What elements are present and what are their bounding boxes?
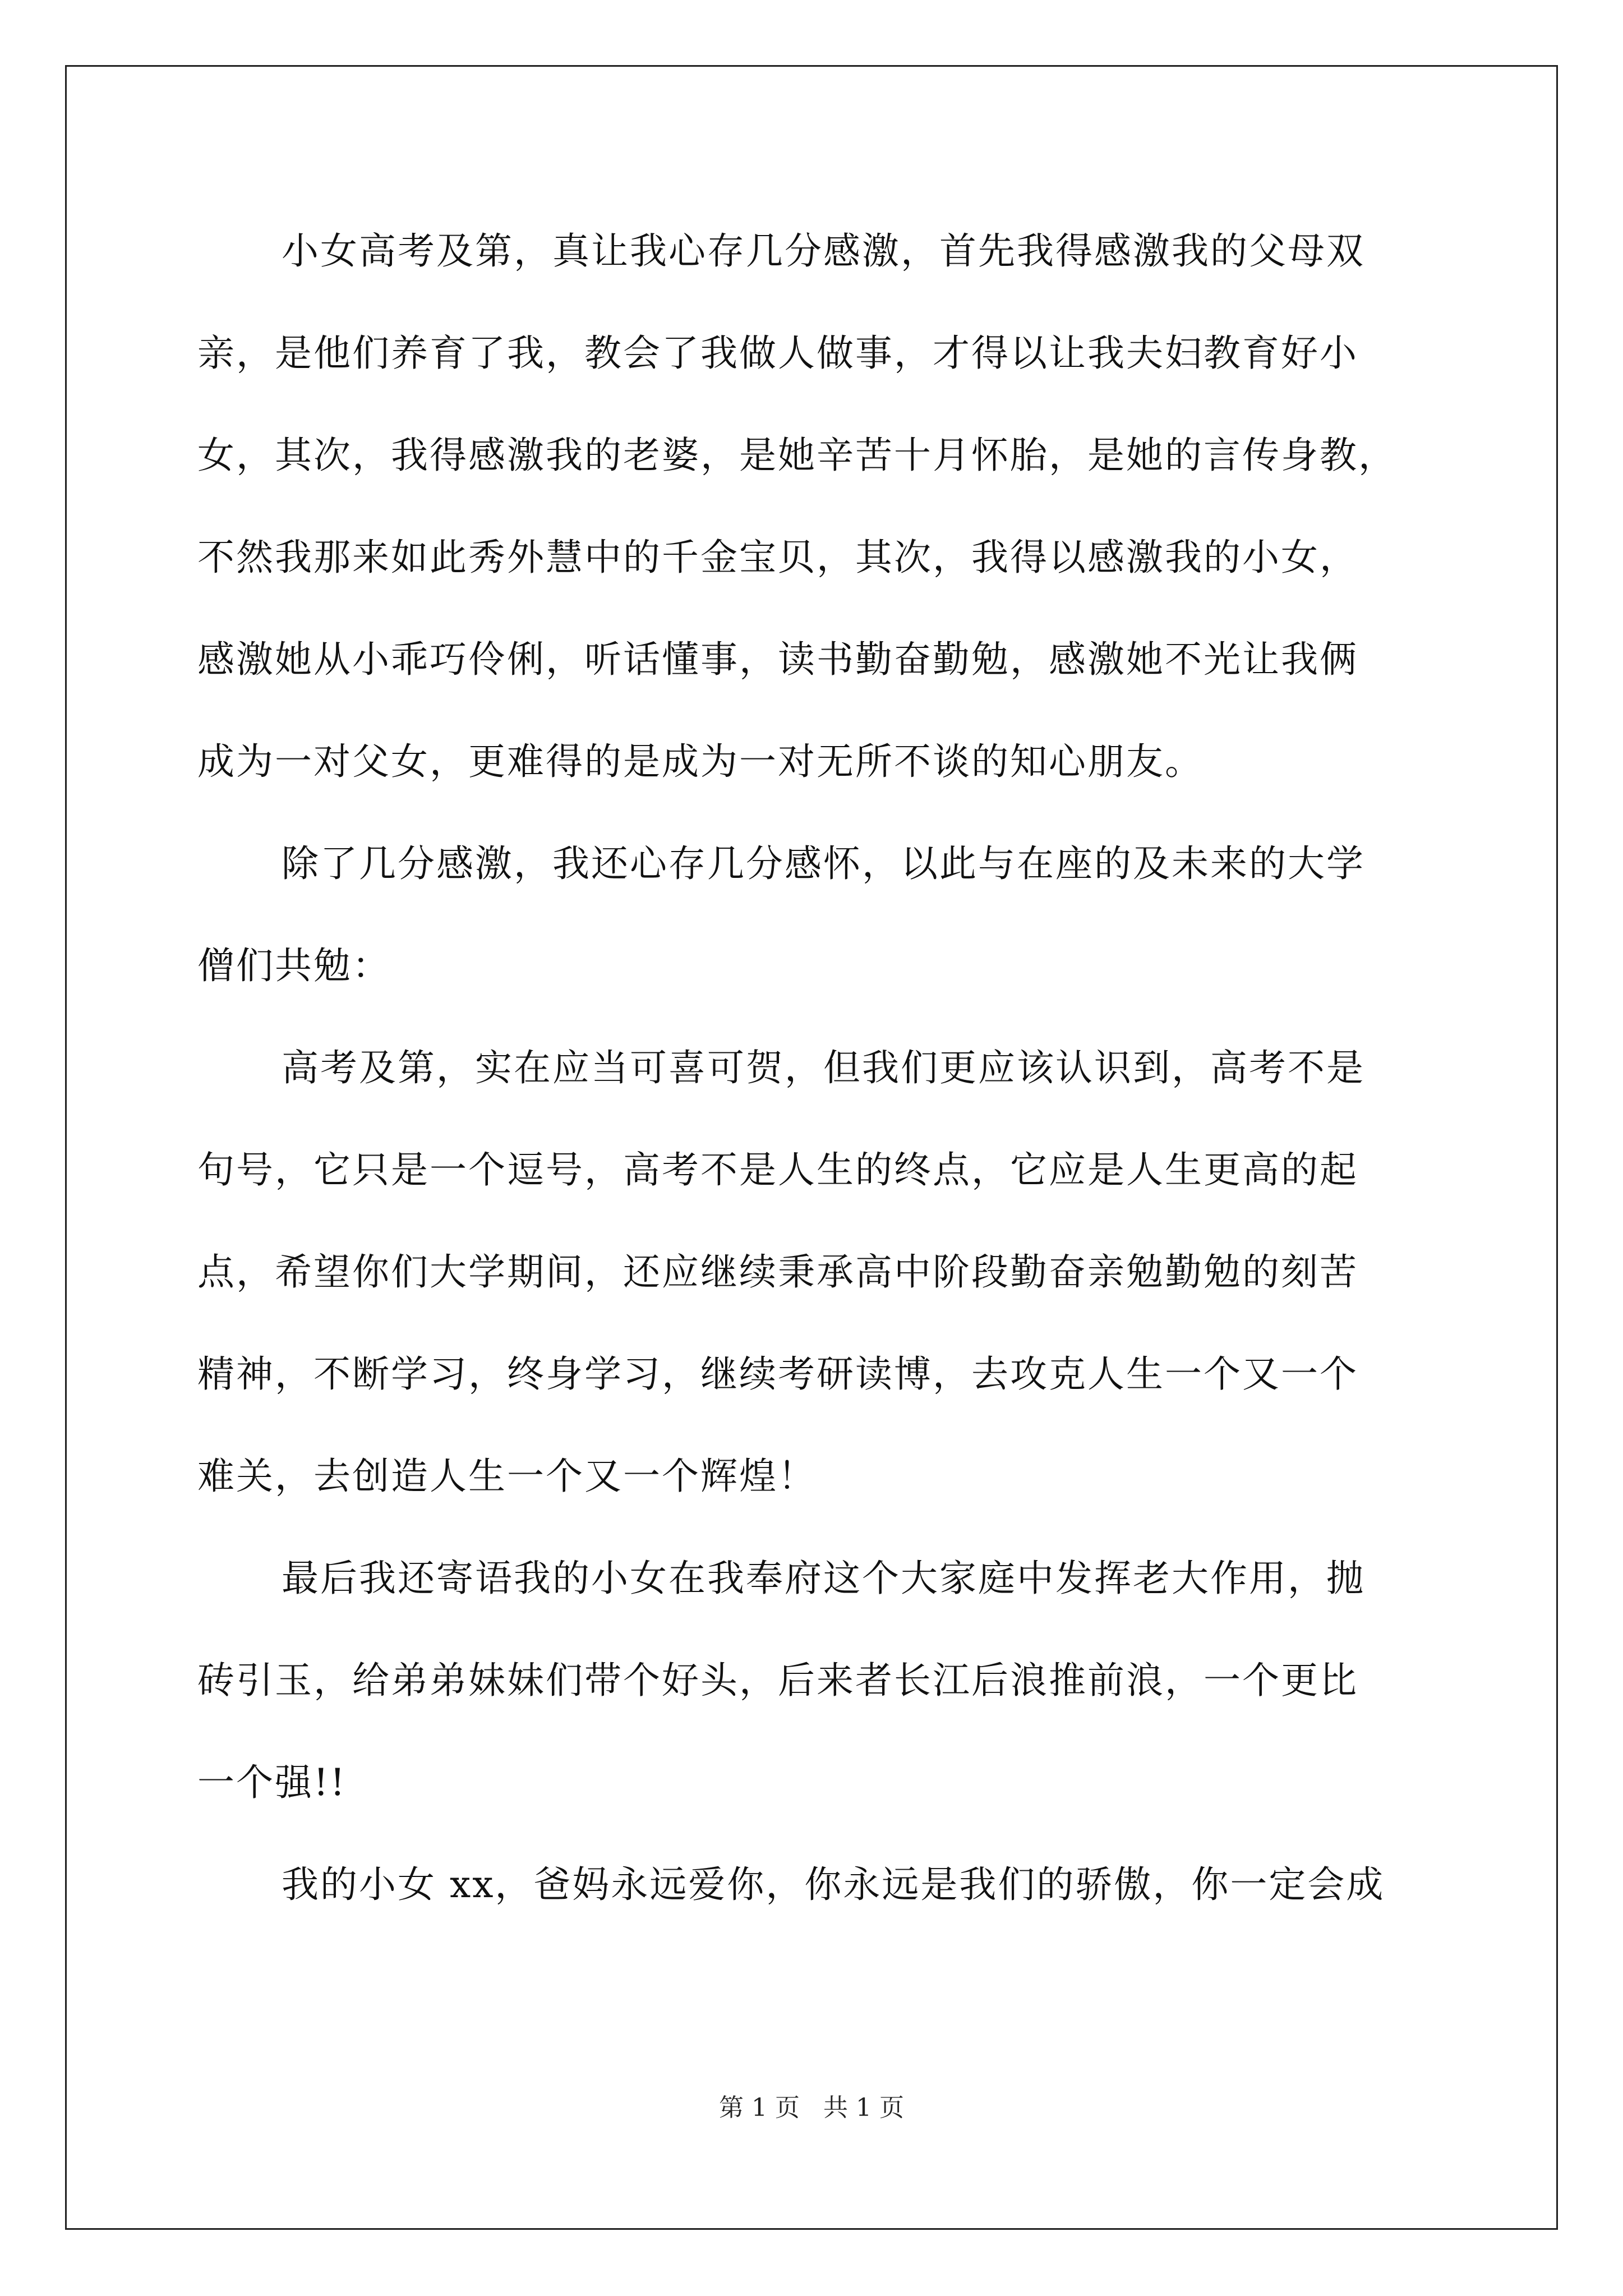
paragraph-2-line-2: 僧们共勉： xyxy=(197,944,391,987)
paragraph-1-line-6: 成为一对父女，更难得的是成为一对无所不谈的知心朋友。 xyxy=(197,740,1204,783)
page-footer xyxy=(0,2092,1623,2124)
paragraph-3-line-4: 精神，不断学习，终身学习，继续考研读博，去攻克人生一个又一个 xyxy=(197,1352,1358,1396)
paragraph-3-line-3: 点，希望你们大学期间，还应继续秉承高中阶段勤奋亲勉勤勉的刻苦 xyxy=(197,1250,1358,1294)
page-total: 共 1 页 xyxy=(823,2093,904,2122)
paragraph-3-line-5: 难关，去创造人生一个又一个辉煌！ xyxy=(197,1455,817,1498)
paragraph-2-line-1: 除了几分感激，我还心存几分感怀，以此与在座的及未来的大学 xyxy=(282,842,1365,885)
paragraph-1-line-1: 小女高考及第，真让我心存几分感激，首先我得感激我的父母双 xyxy=(282,229,1365,273)
page-number: 第 1 页 xyxy=(719,2093,800,2122)
paragraph-5-line-1: 我的小女 xx，爸妈永远爱你，你永远是我们的骄傲，你一定会成 xyxy=(282,1863,1385,1906)
paragraph-3-line-1: 高考及第，实在应当可喜可贺，但我们更应该认识到，高考不是 xyxy=(282,1046,1365,1089)
paragraph-1-line-5: 感激她从小乖巧伶俐，听话懂事，读书勤奋勤勉，感激她不光让我俩 xyxy=(197,638,1358,681)
paragraph-1-line-4: 不然我那来如此秀外慧中的千金宝贝，其次，我得以感激我的小女， xyxy=(197,536,1358,579)
paragraph-4-line-1: 最后我还寄语我的小女在我奉府这个大家庭中发挥老大作用，抛 xyxy=(282,1557,1365,1600)
paragraph-1-line-2: 亲，是他们养育了我，教会了我做人做事，才得以让我夫妇教育好小 xyxy=(197,332,1358,375)
paragraph-4-line-2: 砖引玉，给弟弟妹妹们带个好头，后来者长江后浪推前浪，一个更比 xyxy=(197,1659,1358,1702)
paragraph-3-line-2: 句号，它只是一个逗号，高考不是人生的终点，它应是人生更高的起 xyxy=(197,1148,1358,1191)
paragraph-1-line-3: 女，其次，我得感激我的老婆，是她辛苦十月怀胎，是她的言传身教， xyxy=(197,434,1397,477)
paragraph-4-line-3: 一个强!! xyxy=(197,1761,347,1804)
